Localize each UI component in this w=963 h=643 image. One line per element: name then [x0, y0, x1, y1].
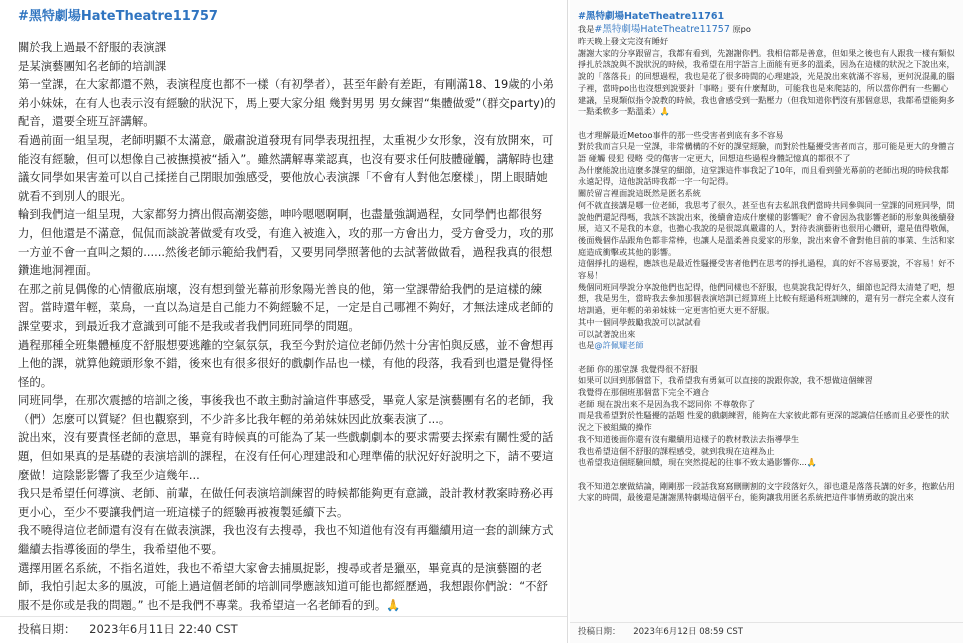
- post-paragraph: 老師 你的那堂課 我覺得很不舒服: [578, 363, 698, 374]
- post-date: 2023年6月11日 22:40 CST: [89, 622, 238, 636]
- post-paragraph: 對於我而言只是一堂課，非常構構的不好的課堂經驗，而對於性騷擾受害者而言，那可能是更大的身體言語 碰觸 侵犯 侵略 受的傷害一定更大，回想這些過程身體記憶真的都很不了: [578, 141, 955, 164]
- post-paragraph: 看過前面一組呈現，老師明顯不太滿意，嚴肅說道發現有同學表現扭捏，太重視少女形象，沒有放開來，可能沒有經驗，但可以想像自己被撫摸被“插入”。雖然講解專業認真，也沒有要求任何肢體碰觸，講解時也建議女同學如果害羞可以自己揉搓自己閉眼加強感受，要他放心表演課「不會有人對他怎麼樣」，閉上眼睛她就看不到別人的眼光。: [18, 132, 554, 203]
- blank-line: [578, 469, 955, 481]
- post-paragraph: 而是我希望對於性騷擾的話題 性愛的戲劇練習，能夠在大家彼此都有更深的認識信任感而且必要性的狀況之下被組織的操作: [578, 410, 950, 433]
- post-paragraph: 其中一個同學鼓勵我說可以試試看: [578, 316, 701, 327]
- post-paragraph: 也希望我這個經驗回饋，現在突然提起的往事不致太過影響你...🙏: [578, 457, 818, 468]
- ref-suffix: 原po: [729, 24, 751, 34]
- ref-prefix: 我是: [578, 24, 595, 34]
- original-poster-line: [578, 23, 955, 36]
- right-post: [570, 0, 963, 643]
- post-paragraph: 何不就直接講是哪一位老師，我思考了很久，甚至也有去私訊我們當時共同參與同一堂課的同班同學，問說他們還記得嗎，我該不該說出來，後續會造成什麼樣的影響呢？會不會因為我影響老師的形象與後續發展，這又不是我的本意，也擔心我說的是很認真嚴肅的人，對待表演藝術也很用心鑽研，還是值得敬佩，後面幾個作品跟角色都非常棒，也讓人是溫柔善良愛家的形象，說出來會不會對他目前的事業、生活和家庭造成衝擊或其他的影響。: [578, 199, 955, 257]
- post-paragraph: 我覺得在那個班那個當下完全不適合: [578, 387, 710, 398]
- post-paragraph: 我不知道後面你還有沒有繼續用這樣子的教材教法去指導學生: [578, 433, 800, 444]
- post-paragraph: 過程那種全班集體極度不舒服想要逃離的空氣氛氛，我至今對於這位老師仍然十分害怕與反感，並不會想再上他的課，就算他鏡頭形象不錯，後來也有很多很好的戲劇作品也一樣，有他的段落，我看到也還是覺得怪怪的。: [18, 337, 554, 389]
- post-paragraph: 謝謝大家的分享跟留言，我都有看到，先謝謝你們。我相信都是善意，但如果之後也有人跟我一樣有類似掙扎於該說與不說狀況的時候，我希望在用字語言上面能有更多的溫柔，因為在這樣的狀況之下說出來，說的「落落長」的回想過程，我也是花了很多時間的心理建設，光是說出來就滿不容易，更何況混亂的腦子裡，當時po出也沒想到說要針「事略」要有什麼幫助，可能我也是來爬誌的，所以當你們有一些關心建議，呈現類似指令說教的時候，我也會感受到一點壓力（但我知道你們沒有那個意思，我都希望能夠多一點柔軟多一點溫柔）🙏: [578, 47, 955, 117]
- teacher-mention-link[interactable]: @許佩耀老師: [594, 340, 644, 351]
- footer-divider: [0, 616, 567, 617]
- post-paragraph: 為什麼能說出這麼多課堂的細節，這堂課這件事我記了10年，而且看到螢光幕前的老師出現的時候我都永遠記得，這他說話時我都一字一句記得。: [578, 164, 949, 187]
- post-paragraph: 老師 現在說出來不是因為我不認同你 不尊敬你了: [578, 398, 756, 409]
- post-paragraph: 第一堂課，在大家都還不熟，表演程度也都不一樣（有初學者），甚至年齡有差距，有剛滿18、19歲的小弟弟小妹妹，在有人也表示沒有經驗的狀況下，馬上要大家分組 幾對男男 男女練習“集體做愛”（群交party)的配音，還要全班互評講解。: [18, 77, 556, 129]
- post-paragraph: 可以試著說出來: [578, 328, 636, 339]
- post-paragraph: 說出來，沒有要責怪老師的意思，畢竟有時候真的可能為了某一些戲劇劇本的要求需要去探索有關性愛的話題，但如果真的是基礎的表演培訓的課程，在沒有任何心理建設和心理準備的狀況好好說明之下，請不要這麼做！這陰影影響了我至少這幾年...: [18, 430, 554, 482]
- post-body: [578, 36, 955, 504]
- blank-line: [578, 352, 955, 364]
- referenced-post-hashtag[interactable]: #黑特劇場HateTheatre11757: [594, 24, 730, 35]
- mention-prefix: 也是: [578, 340, 595, 351]
- post-paragraph: 我只是希望任何導演、老師、前輩，在做任何表演培訓練習的時候都能夠更有意識，設計教材教案時務必再更小心，至少不要讓我們這一班這樣子的經驗再被複製延續下去。: [18, 486, 554, 519]
- post-paragraph: 輪到我們這一組呈現，大家都努力擠出假高潮姿態，呻吟嗯嗯啊啊，也盡量強調過程，女同學們也都很努力，但他還是不滿意，侃侃而談說著做愛有攻受，有進入被進入，攻的那一方會出力，受方會受力，攻的那一方並不會一直叫之類的......然後老師示範給我們看，又要男同學照著他的去試著做做看，過程我真的很想鑽進地洞裡面。: [18, 207, 554, 278]
- post-footer: [578, 625, 743, 637]
- post-date: 2023年6月12日 08:59 CST: [633, 627, 743, 637]
- post-paragraph: 我不知道怎麼做結論，剛剛那一段話我寫寫刪刪割的文字段落好久，卻也還是落落長講的好多，抱歉佔用大家的時間，最後還是謝謝黑特劇場這個平台，能夠讓我用匿名系統把這件事情勇敢的說出來: [578, 480, 955, 503]
- post-paragraph: 也才理解最近Metoo事件的那一些受害者到底有多不容易: [578, 129, 784, 140]
- post-paragraph: 我也希望這個不舒服的課程感受，就到我現在這裡為止: [578, 445, 775, 456]
- mention-line: [578, 340, 955, 352]
- post-body: [18, 38, 557, 614]
- post-footer: [18, 621, 238, 637]
- post-paragraph: 關於留言裡面說這既然是匿名系統: [578, 188, 701, 199]
- post-paragraph: 這個掙扎的過程，應該也是最近性騷擾受害者他們在思考的掙扎過程，真的好不容易要說，不容易！好不容易！: [578, 258, 955, 281]
- blank-line: [578, 118, 955, 130]
- post-paragraph: 關於我上過最不舒服的表演課: [18, 40, 167, 54]
- post-hashtag[interactable]: #黑特劇場HateTheatre11757: [18, 9, 218, 24]
- footer-divider: [570, 622, 963, 623]
- post-paragraph: 是某演藝團知名老師的培訓課: [18, 58, 167, 73]
- post-date-label: 投稿日期：: [18, 622, 76, 636]
- post-hashtag[interactable]: #黑特劇場HateTheatre11761: [578, 11, 725, 22]
- post-paragraph: 選擇用匿名系統，不指名道姓，我也不希望大家會去捕風捉影，搜尋或者是獵巫，畢竟真的是演藝圈的老師，我怕引起太多的風波，可能上過這個老師的培訓同學應該知道可能也都經歷過，我想跟你們說：“不舒服不是你或是我的問題。” 也不是我們不專業。我希望這一名老師看的到。🙏: [18, 560, 548, 612]
- post-paragraph: 在那之前見偶像的心情徹底崩壞，沒有想到螢光幕前形象陽光善良的他，第一堂課帶給我們的是這樣的練習。當時還年輕，菜鳥，一直以為這是自己能力不夠經驗不足，一定是自己哪裡不夠好，才無法達成老師的課堂要求，到最近我才意識到可能不是我或者我們同班同學的問題。: [18, 281, 554, 333]
- post-paragraph: 我不曉得這位老師還有沒有在做表演課，我也沒有去搜尋，我也不知道他有沒有再繼續用這一套的訓練方式繼續去指導後面的學生，我希望他不要。: [18, 523, 554, 557]
- post-paragraph: 如果可以回到那個當下，我希望我有勇氣可以直接的說跟你說，我不想做這個練習: [578, 375, 873, 386]
- post-paragraph: 昨天晚上發文完沒有睡好: [578, 36, 669, 46]
- post-paragraph: 同班同學，在那次震撼的培訓之後，事後我也不敢主動討論這件事感受，畢竟人家是演藝團有名的老師，我（們）怎麼可以質疑？但也觀察到，不少許多比我年輕的弟弟妹妹因此放棄表演了...。: [18, 393, 554, 426]
- post-paragraph: 幾個同班同學說分享說他們也記得，他們同樣也不舒服，也莫說我記得好久，細節也記得太清楚了吧，想想，我是男生，當時我去參加那個表演培訓已經算班上比較有經過科班訓練的，還有另一群完全素人沒有培訓過，更年輕的弟弟妹妹一定更害怕更大更不舒服。: [578, 281, 955, 316]
- post-date-label: 投稿日期：: [578, 627, 621, 637]
